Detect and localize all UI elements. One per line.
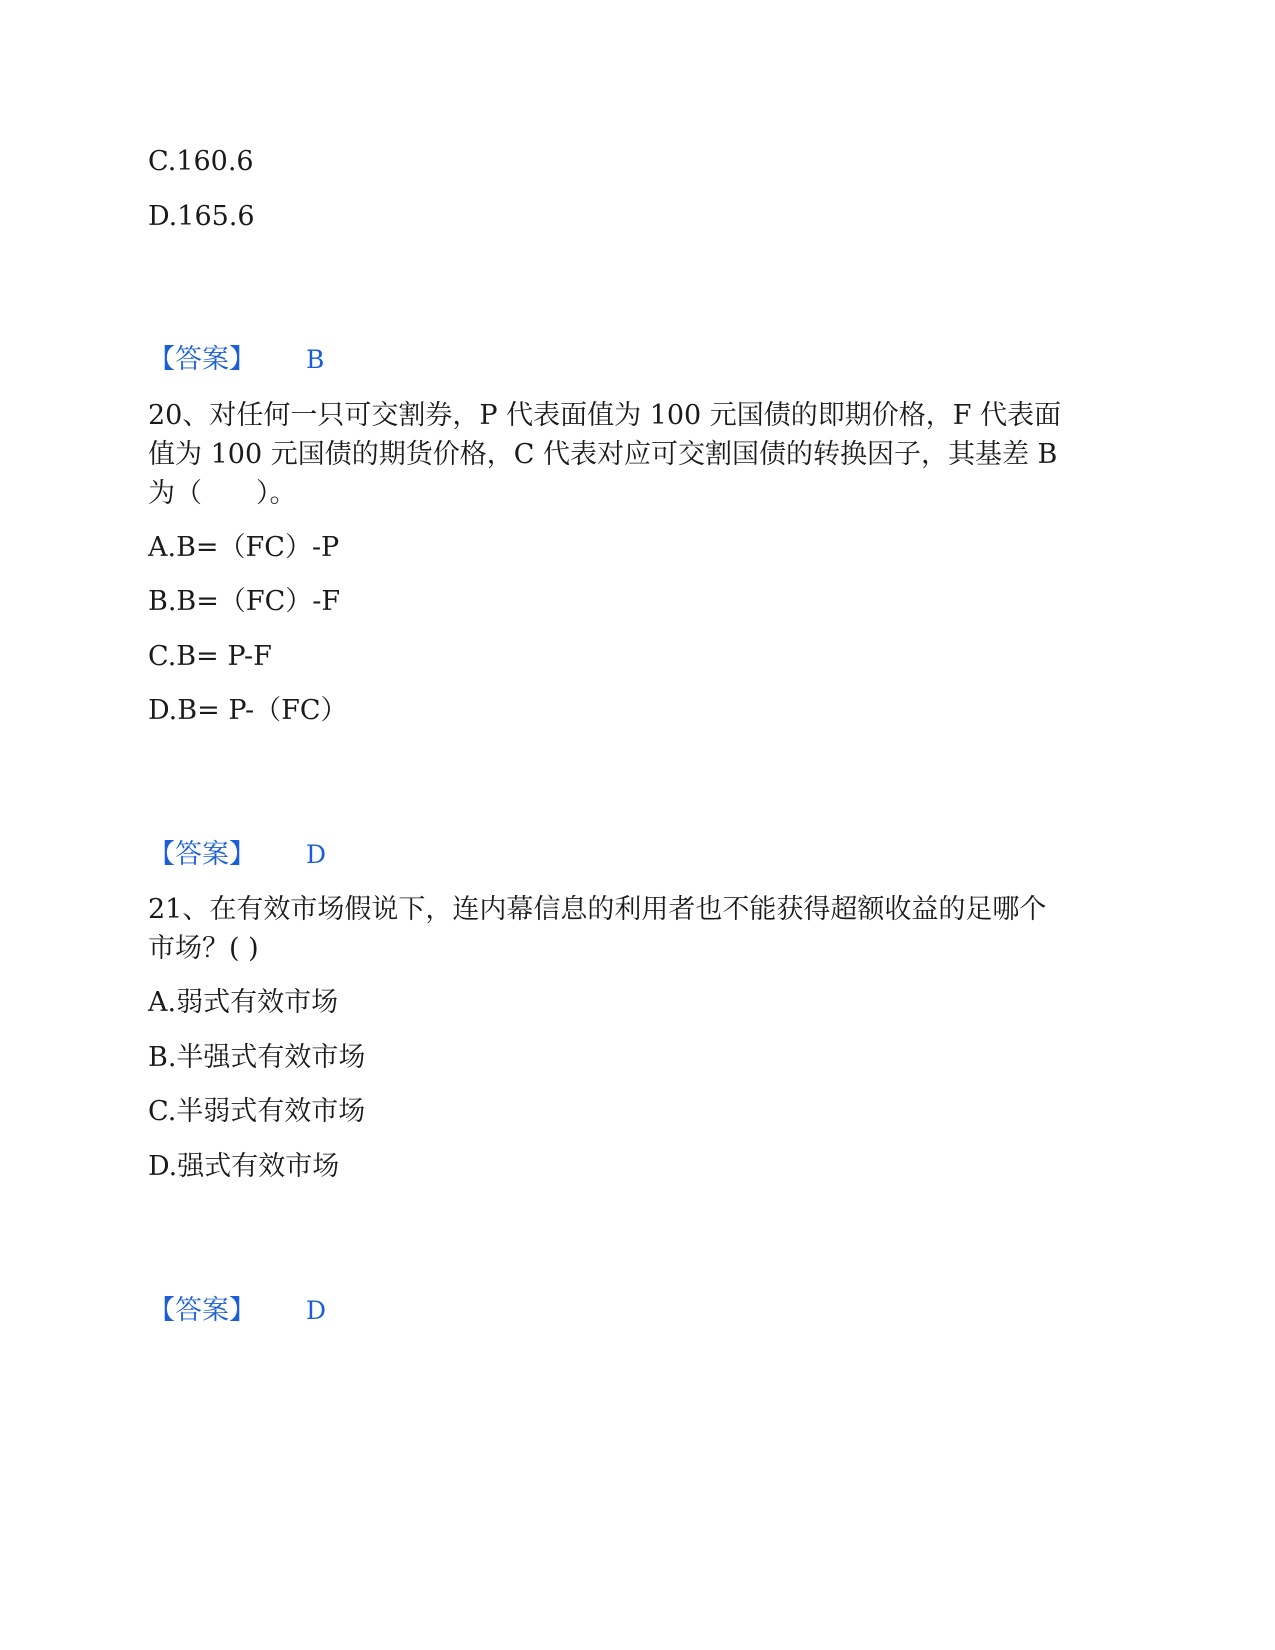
question-20-option-d: D.B= P-（FC） (148, 695, 348, 726)
question-20-option-c: C.B= P-F (148, 641, 272, 672)
question-20-line-2: 值为 100 元国债的期货价格，C 代表对应可交割国债的转换因子，其基差 B (148, 439, 1058, 470)
question-21-option-b: B.半强式有效市场 (148, 1042, 366, 1073)
question-20-line-3: 为（ ）。 (148, 478, 297, 509)
answer-value: D (306, 1296, 327, 1325)
option-c: C.160.6 (148, 146, 254, 177)
answer-value: D (306, 840, 327, 869)
option-d: D.165.6 (148, 201, 255, 232)
question-21-line-2: 市场？( ) (148, 933, 259, 964)
answer-value: B (306, 345, 325, 374)
question-20-line-1: 20、对任何一只可交割券，P 代表面值为 100 元国债的即期价格，F 代表面 (148, 400, 1062, 431)
answer-label: 【答案】 (148, 344, 256, 375)
answer-row (148, 339, 324, 381)
question-20-answer-row (148, 834, 326, 876)
question-20-option-a: A.B=（FC）-P (148, 532, 340, 563)
question-21-option-d: D.强式有效市场 (148, 1151, 340, 1182)
answer-label: 【答案】 (148, 839, 256, 870)
question-21-answer-row (148, 1290, 326, 1332)
answer-label: 【答案】 (148, 1295, 256, 1326)
question-21-option-c: C.半弱式有效市场 (148, 1096, 366, 1127)
question-21-line-1: 21、在有效市场假说下，连内幕信息的利用者也不能获得超额收益的足哪个 (148, 894, 1047, 925)
question-20-option-b: B.B=（FC）-F (148, 586, 341, 617)
question-21-option-a: A.弱式有效市场 (148, 987, 339, 1018)
